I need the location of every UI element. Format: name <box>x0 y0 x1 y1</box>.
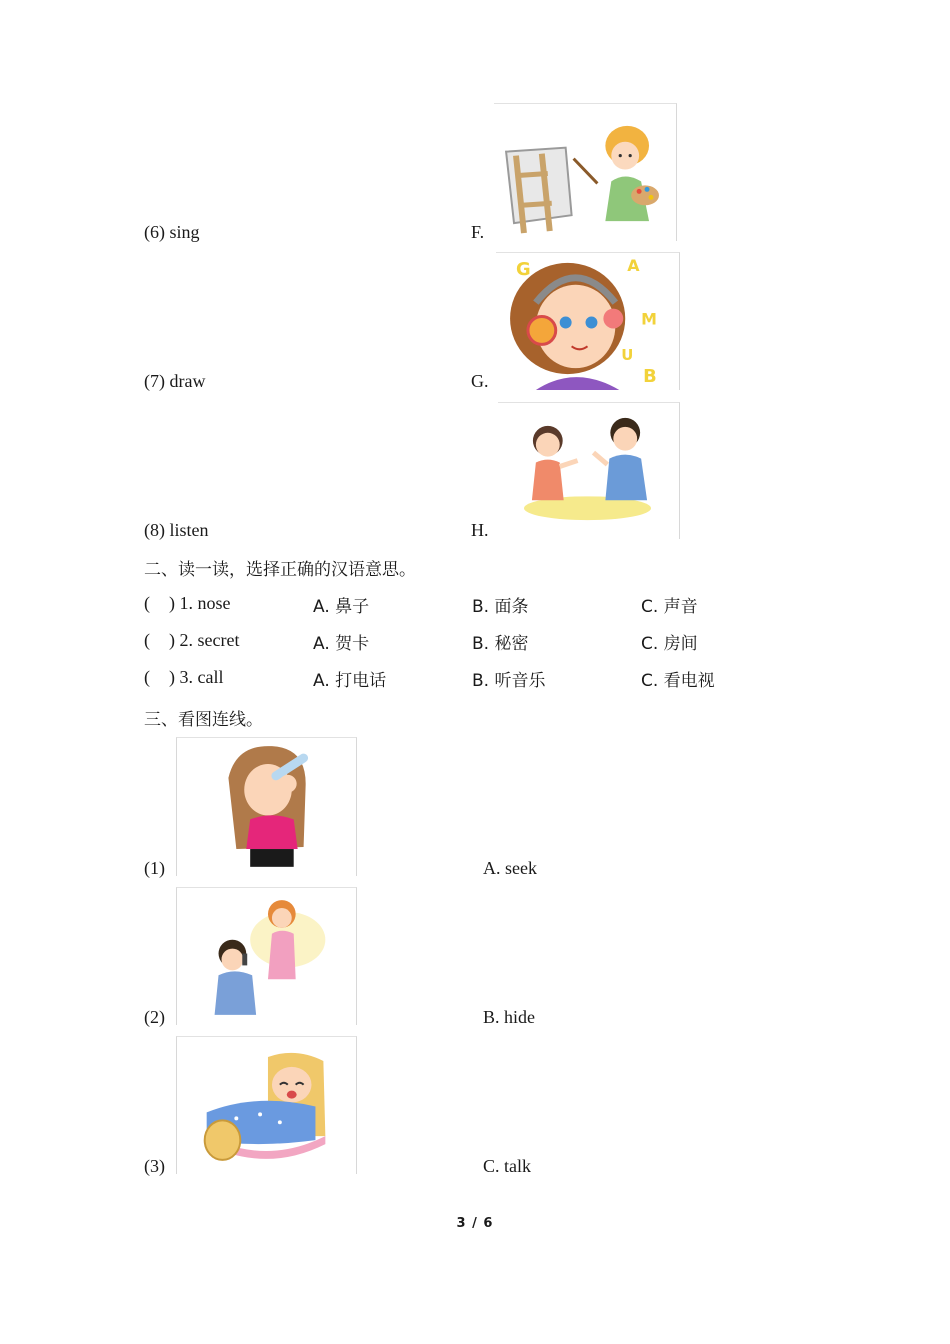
phone-call-image <box>176 887 357 1025</box>
option-c: C. 声音 <box>641 597 698 617</box>
svg-text:G: G <box>516 258 531 280</box>
match-number-3: (3) <box>144 1156 165 1176</box>
option-b: B. 听音乐 <box>472 671 546 691</box>
girl-covering-eyes-image <box>176 737 357 876</box>
option-letter-h: H. <box>471 520 489 540</box>
match-number-2: (2) <box>144 1007 165 1027</box>
match-word-seek: A. seek <box>483 858 537 878</box>
answer-blank-open[interactable]: ( <box>144 667 150 687</box>
match-word-hide: B. hide <box>483 1007 535 1027</box>
item-label-listen: (8) listen <box>144 520 209 540</box>
option-c: C. 看电视 <box>641 671 715 691</box>
two-kids-talking-image <box>498 402 680 539</box>
answer-blank-open[interactable]: ( <box>144 630 150 650</box>
item-label-sing: (6) sing <box>144 222 200 242</box>
option-a: A. 打电话 <box>313 671 387 691</box>
option-a: A. 鼻子 <box>313 597 370 617</box>
headphones-girl-image <box>496 252 680 390</box>
option-letter-f: F. <box>471 222 485 242</box>
page-number: 3 / 6 <box>456 1216 494 1231</box>
section-heading-3: 三、看图连线。 <box>144 710 263 730</box>
svg-text:A: A <box>627 255 640 275</box>
svg-text:B: B <box>643 366 657 388</box>
question-text: ) 2. secret <box>169 630 240 650</box>
sleeping-child-image <box>176 1036 357 1174</box>
option-b: B. 面条 <box>472 597 529 617</box>
item-label-draw: (7) draw <box>144 371 206 391</box>
match-number-1: (1) <box>144 858 165 878</box>
option-b: B. 秘密 <box>472 634 529 654</box>
match-word-talk: C. talk <box>483 1156 531 1176</box>
option-c: C. 房间 <box>641 634 698 654</box>
question-text: ) 3. call <box>169 667 224 687</box>
option-letter-g: G. <box>471 371 489 391</box>
section-heading-2: 二、读一读，选择正确的汉语意思。 <box>144 560 416 580</box>
option-a: A. 贺卡 <box>313 634 370 654</box>
answer-blank-open[interactable]: ( <box>144 593 150 613</box>
painting-girl-image <box>494 103 677 241</box>
question-text: ) 1. nose <box>169 593 231 613</box>
svg-text:M: M <box>641 309 657 329</box>
svg-text:U: U <box>621 346 634 365</box>
